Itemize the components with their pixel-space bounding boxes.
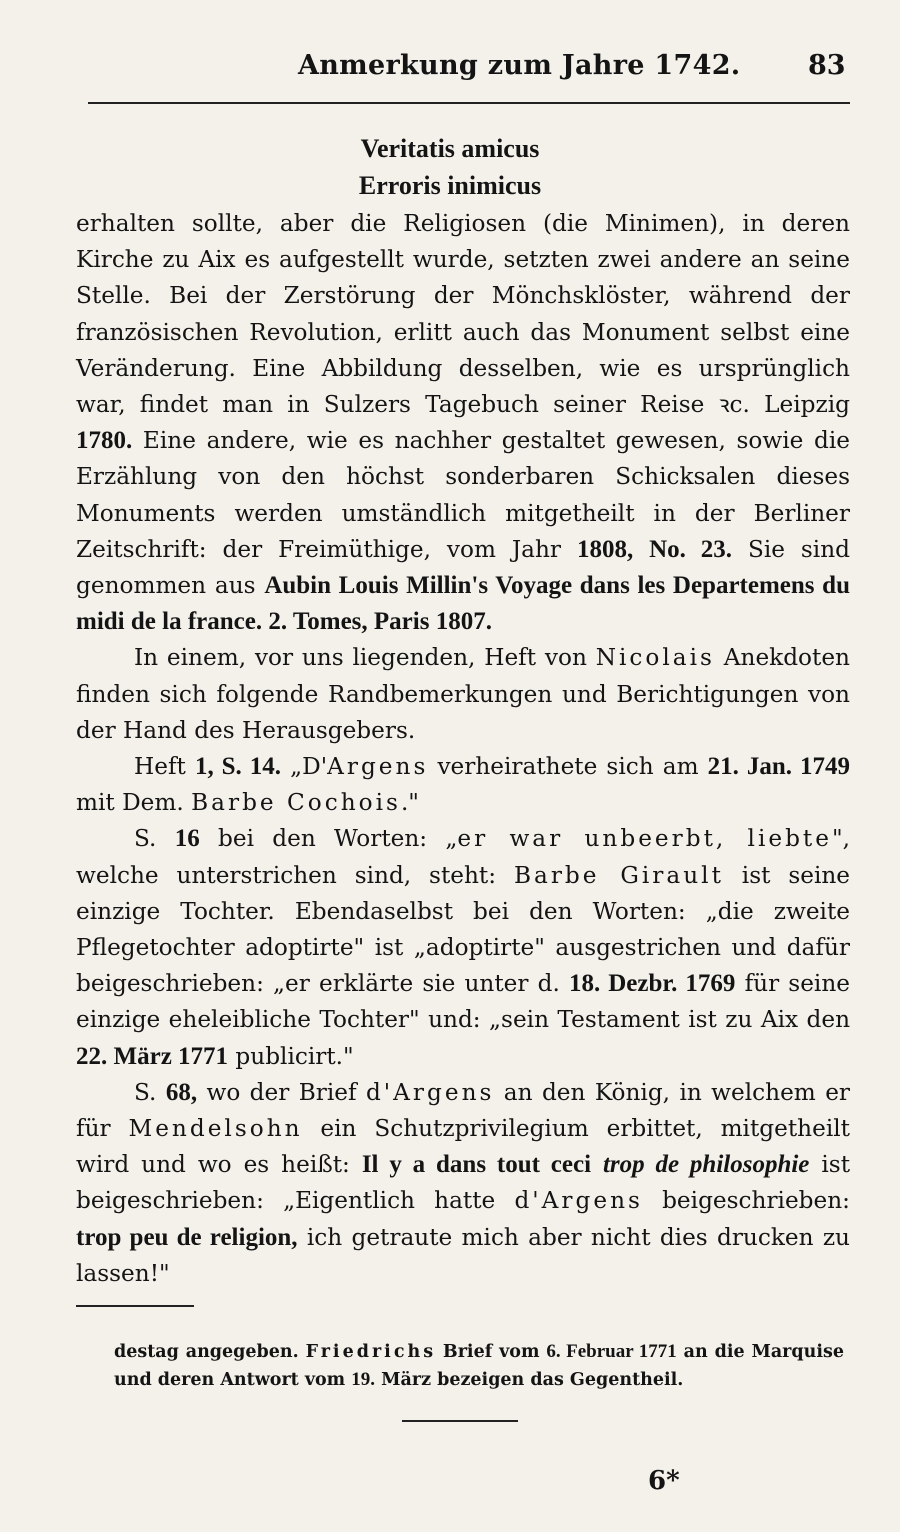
text-run: an den König, in welchem er für <box>76 1078 850 1143</box>
text-run: S. <box>134 1078 157 1106</box>
paragraph-5 <box>76 1075 850 1292</box>
citation: Aubin Louis Millin's Voyage dans les Departemens du midi de la france. 2. Tomes, Paris 1807. <box>76 572 850 636</box>
reference: 1, S. 14. <box>194 753 282 781</box>
running-title: Anmerkung zum Jahre 1742. <box>298 50 741 81</box>
person-name: Barbe Cochois <box>191 789 401 817</box>
text-run: In einem, vor uns liegenden, Heft von <box>134 644 587 672</box>
text-run: publicirt." <box>235 1042 354 1070</box>
french-quote: Il y a dans tout ceci <box>361 1151 592 1179</box>
paragraph-1 <box>76 206 850 640</box>
text-run: an die Marquise und deren Antwort vom <box>114 1342 844 1390</box>
text-run: Eine andere, wie es nachher gestaltet gewesen, sowie die Erzählung von den höchst sonderbaren Schicksalen dieses Monuments werden umständlich mitgetheilt in der Berliner Zeitschrift: der Freimüthige, vom Jahr <box>76 427 851 563</box>
reference: 16 <box>174 825 200 853</box>
paragraph-3 <box>76 749 850 821</box>
person-name: d'Argens <box>514 1187 643 1215</box>
text-run: ", welche unterstrichen sind, steht: <box>76 825 851 889</box>
header-rule <box>88 102 850 104</box>
motto-line-1: Veritatis amicus <box>360 134 540 163</box>
page-number: 83 <box>808 50 846 81</box>
quoted-phrase: er war unbeerbt, liebte <box>457 825 832 853</box>
text-run: März bezeigen das Gegentheil. <box>381 1370 684 1390</box>
french-quote-italic: trop de philosophie <box>602 1151 810 1179</box>
person-name: Barbe Girault <box>513 861 724 889</box>
person-name: d'Argens <box>365 1078 495 1106</box>
year: 1780. <box>76 427 133 455</box>
running-head <box>0 50 900 90</box>
person-name: Nicolais <box>595 644 715 672</box>
text-run: ist beigeschrieben: „Eigentlich hatte <box>76 1151 851 1215</box>
text-run: wo der Brief <box>206 1078 357 1106</box>
text-run: verheirathete sich am <box>437 753 699 781</box>
issue-number: No. 23. <box>649 535 732 563</box>
date: 18. Dezbr. 1769 <box>568 970 736 998</box>
text-run: „D' <box>290 753 328 781</box>
text-run: erhalten sollte, aber die Religiosen (die Minimen), in deren Kirche zu Aix es aufgestellt wurde, setzten zwei andere an seine Stelle. Bei der Zerstörung der Mönchsklöster, während der französischen Revolution, erlitt auch das Monument selbst eine Veränderung. Eine Abbildung desselben, wie es ursprünglich war, findet man in Sulzers Tagebuch seiner Reise <box>76 210 850 419</box>
text-run: Leipzig <box>764 391 850 419</box>
reference: 68, <box>165 1078 198 1106</box>
text-run: Brief vom <box>442 1342 540 1362</box>
date: 19. <box>351 1369 376 1390</box>
text-run: mit Dem. <box>76 789 184 817</box>
text-run: Anekdoten finden sich folgende Randbemerkungen und Berichtigungen von der Hand des Herausgebers. <box>76 644 850 744</box>
year: 1808, <box>576 535 634 563</box>
text-run: ." <box>400 789 419 817</box>
french-quote: trop peu de religion, <box>76 1223 298 1251</box>
text-run: S. <box>134 825 157 853</box>
text-run: ein Schutzprivilegium erbittet, mitgetheilt wird und wo es heißt: <box>76 1115 850 1179</box>
footnote <box>114 1338 844 1394</box>
text-run: bei den Worten: „ <box>218 825 458 853</box>
text-run: beigeschrieben: <box>662 1187 850 1215</box>
printer-signature-mark: 6* <box>648 1466 680 1496</box>
text-run: ꝛc. <box>718 391 750 419</box>
text-run: ist seine einzige Tochter. Ebendaselbst bei den Worten: „die zweite Pflegetochter adoptirte" ist „adoptirte" ausgestrichen und dafür beigeschrieben: „er erklärte sie unter d. <box>76 861 851 998</box>
date: 6. Februar 1771 <box>546 1341 677 1362</box>
paragraph-2 <box>76 640 850 749</box>
motto-line-2: Erroris inimicus <box>358 171 542 200</box>
paragraph-4 <box>76 821 850 1074</box>
person-name: Argens <box>327 753 429 781</box>
text-run: für seine einzige eheleibliche Tochter" und: „sein Testament ist zu Aix den <box>76 970 851 1034</box>
date: 21. Jan. 1749 <box>707 753 850 781</box>
text-run: ich getraute mich aber nicht dies drucken zu lassen!" <box>76 1223 850 1287</box>
signature-rule <box>402 1420 518 1422</box>
footnote-rule <box>76 1305 194 1307</box>
text-run: Sie sind genommen aus <box>76 535 850 600</box>
text-run: Heft <box>134 753 186 781</box>
body-text <box>76 206 850 1292</box>
person-name: Mendelsohn <box>128 1115 303 1143</box>
text-run: destag angegeben. <box>114 1342 299 1362</box>
person-name: Friedrichs <box>305 1342 437 1362</box>
footnote-text <box>114 1338 844 1394</box>
date: 22. März 1771 <box>76 1042 229 1070</box>
